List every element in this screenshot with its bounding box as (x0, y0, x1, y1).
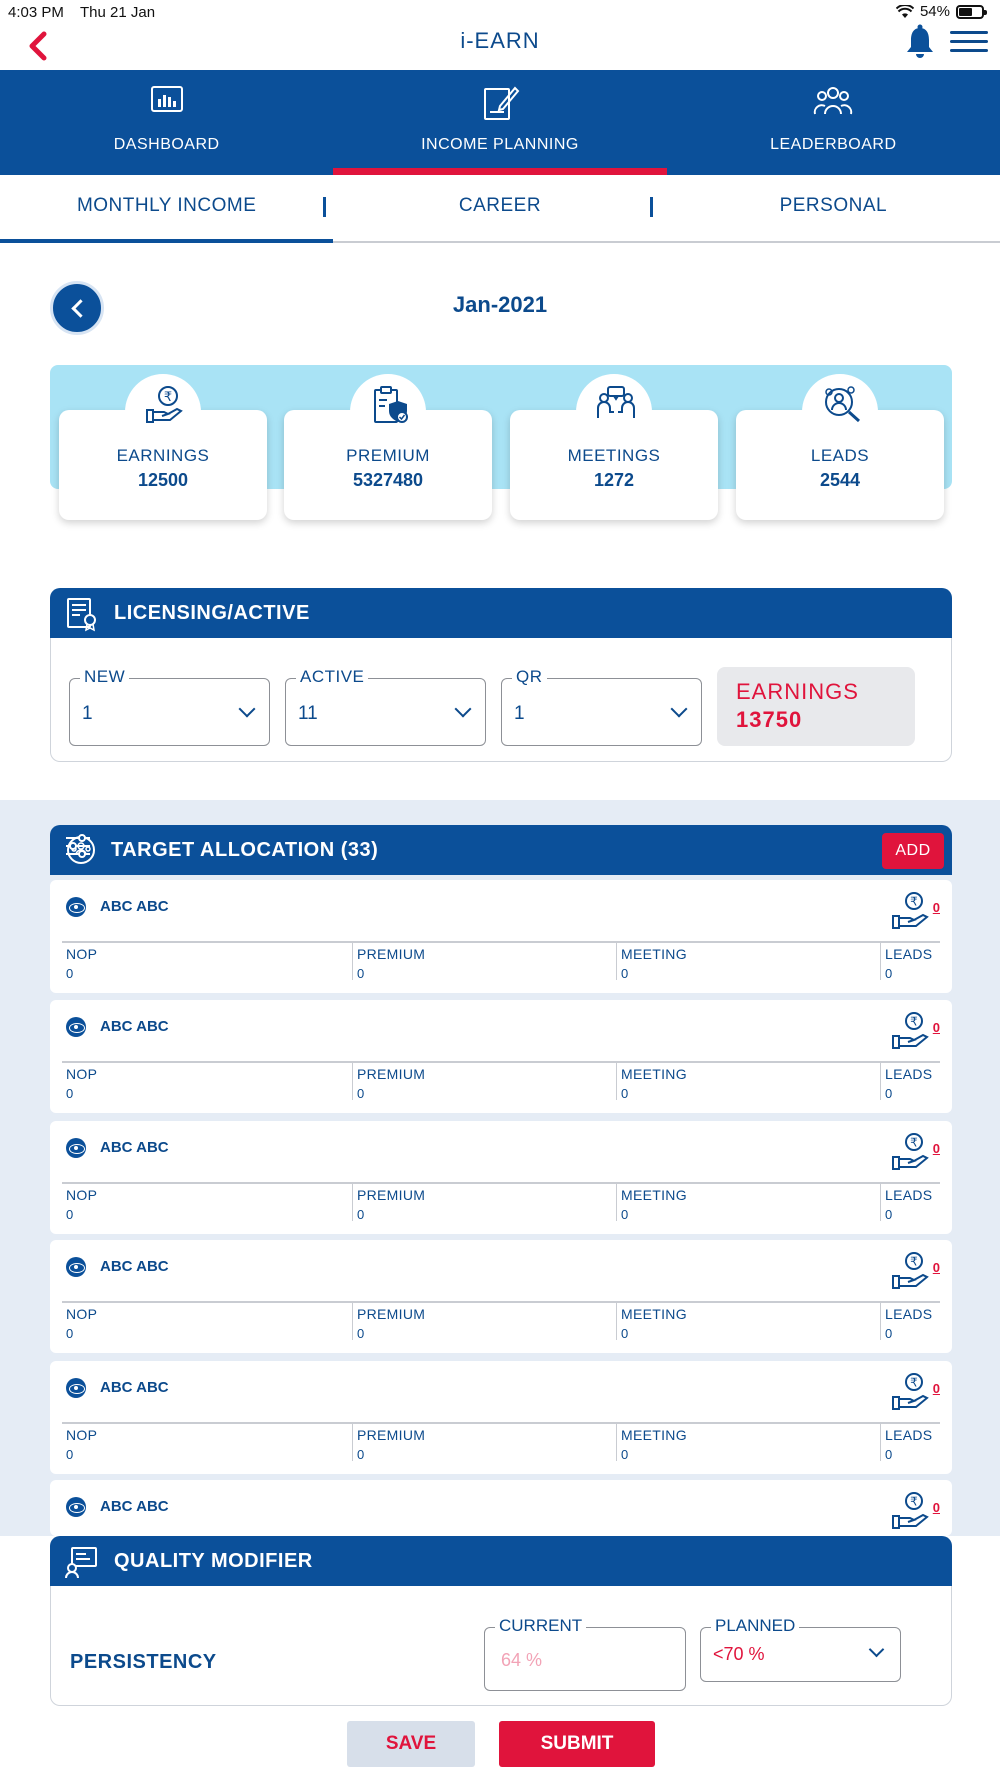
column-header: PREMIUM (357, 1306, 426, 1322)
cell-value: 0 (621, 966, 629, 981)
summary-value: 12500 (137, 470, 189, 490)
chevron-down-icon (869, 1642, 885, 1658)
summary-value: 2544 (819, 470, 861, 490)
nav-income-planning[interactable] (333, 70, 666, 175)
rupee-hand-icon[interactable] (890, 1490, 930, 1530)
battery-icon (956, 5, 984, 19)
meeting-icon (595, 384, 637, 424)
allocation-cell (62, 942, 352, 980)
allocation-cell (880, 1062, 940, 1100)
allocation-cell (352, 1183, 616, 1221)
rupee-hand-icon[interactable] (890, 1250, 930, 1290)
field-value: 1 (82, 703, 93, 724)
nav-leaderboard-label: LEADERBOARD (770, 136, 897, 153)
allocation-cell (62, 1423, 352, 1461)
allocation-cell (62, 1062, 352, 1100)
planned-dropdown[interactable] (700, 1616, 901, 1682)
allocation-name: ABC ABC (100, 898, 169, 915)
field-label: PLANNED (711, 1616, 799, 1636)
svg-text:₹: ₹ (910, 1494, 918, 1509)
allocation-cell (616, 1302, 880, 1340)
field-value: 1 (514, 703, 525, 724)
allocation-cell (352, 942, 616, 980)
nav-leaderboard[interactable] (667, 70, 1000, 175)
svg-text:₹: ₹ (163, 390, 173, 405)
eye-icon[interactable] (66, 1378, 86, 1398)
summary-label: EARNINGS (116, 446, 210, 465)
cell-value: 0 (66, 1447, 74, 1462)
summary-label: PREMIUM (346, 446, 430, 465)
allocation-row[interactable] (50, 1480, 952, 1536)
eye-icon[interactable] (66, 1017, 86, 1037)
bell-icon[interactable] (904, 24, 936, 60)
column-header: MEETING (621, 1066, 687, 1082)
licensing-title: LICENSING/ACTIVE (114, 602, 310, 624)
column-header: NOP (66, 946, 98, 962)
save-button[interactable]: SAVE (347, 1721, 475, 1767)
tab-monthly-income[interactable]: MONTHLY INCOME (0, 175, 333, 241)
earnings-label: EARNINGS (736, 679, 859, 704)
cell-value: 0 (885, 1447, 893, 1462)
policy-shield-icon (369, 384, 409, 426)
quality-modifier-title: QUALITY MODIFIER (114, 1550, 313, 1572)
sub-tabs (0, 175, 1000, 243)
allocation-cell (352, 1302, 616, 1340)
rupee-hand-icon[interactable] (890, 890, 930, 930)
app-title: i-EARN (460, 28, 540, 53)
allocation-name: ABC ABC (100, 1258, 169, 1275)
column-header: LEADS (885, 946, 933, 962)
allocation-name: ABC ABC (100, 1498, 169, 1515)
licensing-header (50, 588, 952, 638)
tab-divider (650, 197, 653, 217)
month-label: Jan-2021 (452, 292, 548, 317)
cell-value: 0 (621, 1086, 629, 1101)
tab-career[interactable]: CAREER (458, 195, 542, 216)
column-header: MEETING (621, 1306, 687, 1322)
column-header: LEADS (885, 1306, 933, 1322)
cell-value: 0 (621, 1326, 629, 1341)
rupee-hand-icon[interactable] (890, 1131, 930, 1171)
planned-value: <70 % (713, 1644, 765, 1664)
field-value: 11 (298, 703, 318, 724)
cell-value: 0 (885, 1326, 893, 1341)
allocation-count-link[interactable]: 0 (932, 1500, 940, 1515)
allocation-cell (880, 1423, 940, 1461)
cell-value: 0 (885, 966, 893, 981)
current-field (484, 1616, 686, 1691)
group-icon (812, 82, 854, 120)
eye-icon[interactable] (66, 1497, 86, 1517)
cell-value: 0 (885, 1086, 893, 1101)
quality-modifier-header (50, 1536, 952, 1586)
field-label: QR (512, 667, 547, 687)
persistency-label: PERSISTENCY (70, 1651, 217, 1673)
column-header: MEETING (621, 1187, 687, 1203)
target-allocation-header (50, 825, 952, 875)
svg-text:₹: ₹ (910, 1375, 918, 1390)
allocation-cell (616, 1423, 880, 1461)
summary-label: MEETINGS (567, 446, 661, 465)
rupee-hand-icon[interactable] (890, 1371, 930, 1411)
new-dropdown[interactable] (69, 667, 270, 746)
allocation-count-link[interactable]: 0 (932, 1020, 940, 1035)
allocation-cell (616, 942, 880, 980)
certificate-icon (64, 596, 100, 632)
filter-sliders-icon[interactable] (64, 833, 92, 859)
allocation-cell (880, 942, 940, 980)
dashboard-chart-icon (149, 82, 185, 116)
nav-income-planning-label: INCOME PLANNING (421, 136, 579, 153)
status-date: Thu 21 Jan (80, 4, 156, 21)
column-header: PREMIUM (357, 1066, 426, 1082)
cell-value: 0 (66, 1086, 74, 1101)
column-header: NOP (66, 1306, 98, 1322)
submit-button[interactable]: SUBMIT (499, 1721, 655, 1767)
target-allocation-title: TARGET ALLOCATION (33) (111, 839, 379, 861)
status-time: 4:03 PM (8, 4, 64, 21)
column-header: PREMIUM (357, 946, 426, 962)
top-nav (0, 70, 1000, 175)
summary-value: 1272 (593, 470, 635, 490)
column-header: MEETING (621, 1427, 687, 1443)
cell-value: 0 (885, 1207, 893, 1222)
allocation-count-link[interactable]: 0 (932, 1260, 940, 1275)
cell-value: 0 (66, 1326, 74, 1341)
allocation-name: ABC ABC (100, 1379, 169, 1396)
rupee-hand-icon[interactable] (890, 1010, 930, 1050)
summary-value: 5327480 (352, 470, 424, 490)
svg-text:₹: ₹ (910, 894, 918, 909)
allocation-cell (880, 1183, 940, 1221)
cell-value: 0 (357, 1326, 365, 1341)
summary-card-earnings (59, 390, 267, 520)
current-value: 64 % (501, 1650, 543, 1670)
monitor-chart-icon (64, 1544, 100, 1580)
eye-icon[interactable] (66, 1257, 86, 1277)
allocation-cell (616, 1183, 880, 1221)
field-label: CURRENT (495, 1616, 586, 1636)
allocation-row[interactable] (50, 880, 952, 993)
field-label: ACTIVE (296, 667, 368, 687)
chevron-down-icon (671, 701, 688, 718)
qr-dropdown[interactable] (501, 667, 702, 746)
svg-text:₹: ₹ (910, 1014, 918, 1029)
column-header: LEADS (885, 1187, 933, 1203)
svg-text:₹: ₹ (910, 1135, 918, 1150)
status-bar (0, 0, 1000, 24)
licensing-earnings (717, 667, 915, 746)
summary-card-meetings (510, 410, 718, 520)
allocation-count-link[interactable]: 0 (932, 900, 940, 915)
column-header: LEADS (885, 1066, 933, 1082)
column-header: NOP (66, 1066, 98, 1082)
column-header: PREMIUM (357, 1187, 426, 1203)
eye-icon[interactable] (66, 1138, 86, 1158)
cell-value: 0 (66, 966, 74, 981)
summary-card-leads (736, 410, 944, 520)
allocation-row[interactable] (50, 1240, 952, 1353)
allocation-row[interactable] (50, 1121, 952, 1234)
active-dropdown[interactable] (285, 667, 486, 746)
cell-value: 0 (357, 1447, 365, 1462)
allocation-cell (62, 1183, 352, 1221)
add-button[interactable]: ADD (882, 833, 944, 869)
edit-document-icon (480, 82, 520, 122)
allocation-cell (352, 1062, 616, 1100)
tab-divider (323, 197, 326, 217)
cell-value: 0 (66, 1207, 74, 1222)
wifi-icon (896, 5, 914, 19)
search-people-icon (821, 384, 863, 424)
allocation-count-link[interactable]: 0 (932, 1381, 940, 1396)
chevron-down-icon (239, 701, 256, 718)
earnings-value: 13750 (736, 707, 803, 732)
nav-dashboard[interactable] (0, 70, 333, 175)
summary-label: LEADS (810, 446, 870, 465)
allocation-cell (62, 1302, 352, 1340)
cell-value: 0 (357, 1207, 365, 1222)
column-header: NOP (66, 1427, 98, 1443)
column-header: LEADS (885, 1427, 933, 1443)
nav-dashboard-label: DASHBOARD (113, 136, 220, 153)
field-label: NEW (80, 667, 129, 687)
cell-value: 0 (357, 1086, 365, 1101)
cell-value: 0 (621, 1207, 629, 1222)
allocation-count-link[interactable]: 0 (932, 1141, 940, 1156)
allocation-row[interactable] (50, 1361, 952, 1474)
summary-card-premium (284, 410, 492, 520)
column-header: PREMIUM (357, 1427, 426, 1443)
rupee-hand-icon (144, 384, 184, 424)
cell-value: 0 (621, 1447, 629, 1462)
allocation-cell (880, 1302, 940, 1340)
column-header: NOP (66, 1187, 98, 1203)
chevron-down-icon (455, 701, 472, 718)
app-header (0, 24, 1000, 70)
allocation-name: ABC ABC (100, 1018, 169, 1035)
allocation-name: ABC ABC (100, 1139, 169, 1156)
allocation-cell (616, 1062, 880, 1100)
allocation-row[interactable] (50, 1000, 952, 1113)
svg-text:₹: ₹ (910, 1254, 918, 1269)
eye-icon[interactable] (66, 897, 86, 917)
column-header: MEETING (621, 946, 687, 962)
hamburger-menu-icon[interactable] (950, 26, 988, 60)
tab-personal[interactable]: PERSONAL (779, 195, 888, 216)
allocation-cell (352, 1423, 616, 1461)
cell-value: 0 (357, 966, 365, 981)
status-right (896, 3, 984, 20)
battery-percent: 54% (919, 3, 950, 20)
